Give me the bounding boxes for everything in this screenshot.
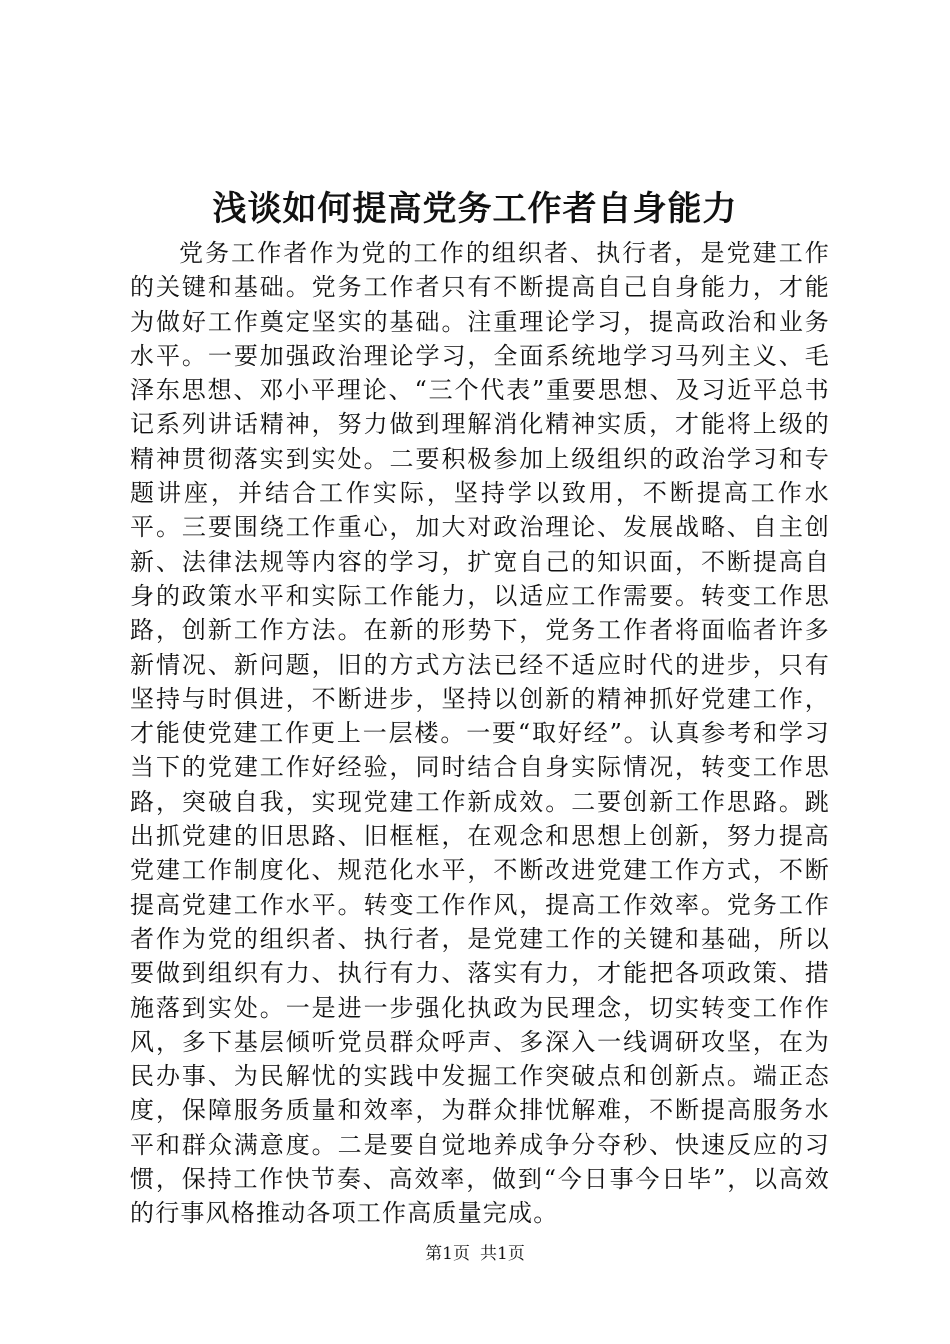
page-number: 第1页 <box>425 1244 470 1264</box>
document-title: 浅谈如何提高党务工作者自身能力 <box>212 189 738 229</box>
document-body-paragraph: 党务工作者作为党的工作的组织者、执行者，是党建工作的关键和基础。党务工作者只有不断提高自己自身能力，才能为做好工作奠定坚实的基础。注重理论学习，提高政治和业务水平。一要加强政治理论学习，全面系统地学习马列主义、毛泽东思想、邓小平理论、“三个代表”重要思想、及习近平总书记系列讲话精神，努力做到理解消化精神实质，才能将上级的精神贯彻落实到实处。二要积极参加上级组织的政治学习和专题讲座，并结合工作实际，坚持学以致用，不断提高工作水平。三要围绕工作重心，加大对政治理论、发展战略、自主创新、法律法规等内容的学习，扩宽自己的知识面，不断提高自身的政策水平和实际工作能力，以适应工作需要。转变工作思路，创新工作方法。在新的形势下，党务工作者将面临者许多新情况、新问题，旧的方式方法已经不适应时代的进步，只有坚持与时俱进，不断进步，坚持以创新的精神抓好党建工作，才能使党建工作更上一层楼。一要“取好经”。认真参考和学习当下的党建工作好经验，同时结合自身实际情况，转变工作思路，突破自我，实现党建工作新成效。二要创新工作思路。跳出抓党建的旧思路、旧框框，在观念和思想上创新，努力提高党建工作制度化、规范化水平，不断改进党建工作方式，不断提高党建工作水平。转变工作作风，提高工作效率。党务工作者作为党的组织者、执行者，是党建工作的关键和基础，所以要做到组织有力、执行有力、落实有力，才能把各项政策、措施落到实处。一是进一步强化执政为民理念，切实转变工作作风，多下基层倾听党员群众呼声、多深入一线调研攻坚，在为民办事、为民解忧的实践中发掘工作突破点和创新点。端正态度，保障服务质量和效率，为群众排忧解难，不断提高服务水平和群众满意度。二是要自觉地养成争分夺秒、快速反应的习惯，保持工作快节奏、高效率，做到“今日事今日毕”，以高效的行事风格推动各项工作高质量完成。 <box>130 239 830 1228</box>
page-total: 共1页 <box>480 1244 525 1264</box>
page-footer <box>0 1242 950 1266</box>
